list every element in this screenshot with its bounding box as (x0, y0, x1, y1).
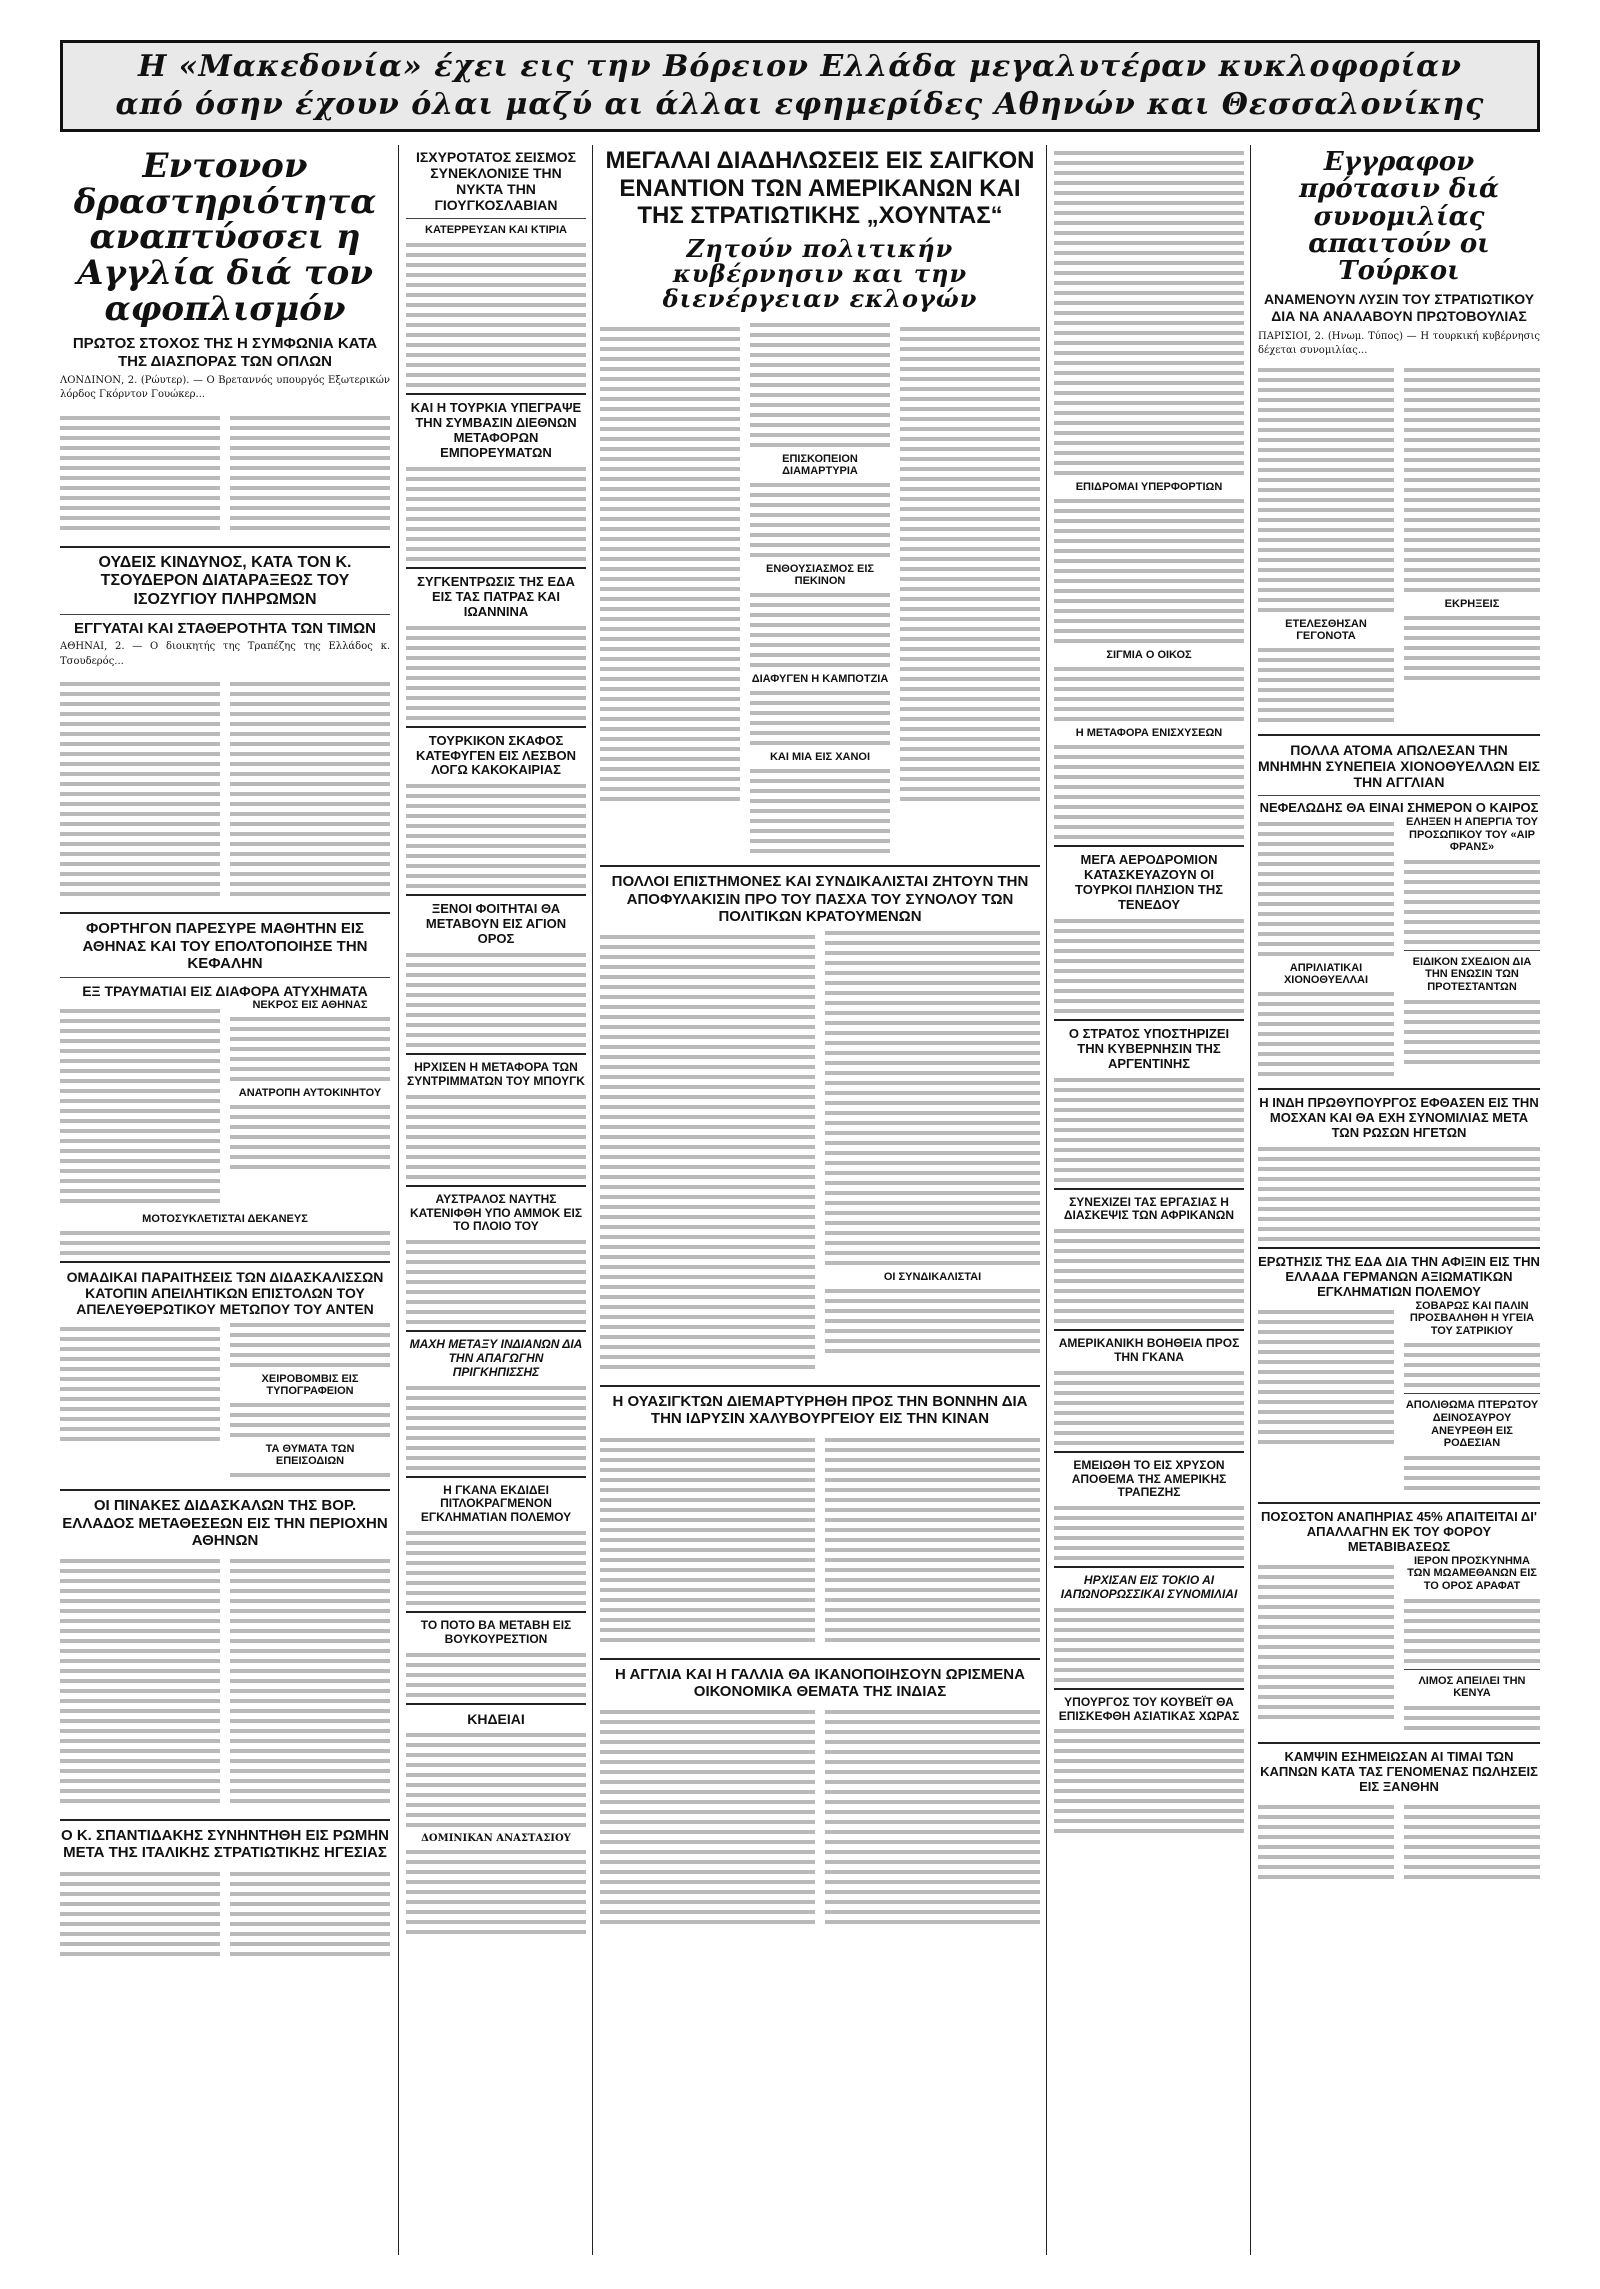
headline-ghana-extradition: Η ΓΚΑΝΑ ΕΚΔΙΔΕΙ ΠΙΤΛΟΚΡΑΓΜΕΝΟΝ ΕΓΚΛΗΜΑΤΙΑΝ ΠΟΛΕΜΟΥ (420, 1482, 572, 1525)
column-rule (398, 145, 399, 2255)
headline-kenya-famine: ΛΙΜΟΣ ΑΠΕΙΛΕΙ ΤΗΝ ΚΕΝΥΑ (1418, 1674, 1526, 1700)
lead-tsouderos: ΑΘΗΝΑΙ, 2. — Ο διοικητής της Τραπέζης της Ελλάδος κ. Τσουδερός... (60, 641, 390, 667)
headline-earthquake: ΙΣΧΥΡΟΤΑΤΟΣ ΣΕΙΣΜΟΣ ΣΥΝΕΚΛΟΝΙΣΕ ΤΗΝ ΝΥΚΤΑ ΤΗΝ ΓΙΟΥΓΚΟΣΛΑΒΙΑΝ (415, 149, 577, 214)
headline-wreckage: ΗΡΧΙΣΕΝ Η ΜΕΤΑΦΟΡΑ ΤΩΝ ΣΥΝΤΡΙΜΜΑΤΩΝ ΤΟΥ ΜΠΟΥΓΚ (407, 1060, 585, 1088)
article-body-teacher-lists (60, 1549, 390, 1813)
article-body-prisoners (600, 925, 1040, 1379)
funeral-signature: ΔΟΜΙΝΙΚΑΝ ΑΝΑΣΤΑΣΙΟΥ (421, 1832, 571, 1844)
subhead-motorcyclists: ΜΟΤΟΣΥΚΛΕΤΙΣΤΑΙ ΔΕΚΑΝΕΥΣ (142, 1213, 308, 1226)
headline-foreign-students: ΞΕΝΟΙ ΦΟΙΤΗΤΑΙ ΘΑ ΜΕΤΑΒΟΥΝ ΕΙΣ ΑΓΙΟΝ ΟΡΟΣ (425, 901, 567, 947)
headline-turkey-convention: ΚΑΙ Η ΤΟΥΡΚΙΑ ΥΠΕΓΡΑΨΕ ΤΗΝ ΣΥΜΒΑΣΙΝ ΔΙΕΘΝΩΝ ΜΕΤΑΦΟΡΩΝ ΕΜΠΟΡΕΥΜΑΤΩΝ (410, 400, 582, 460)
article-body-turks (1258, 362, 1540, 728)
headline-eda-rally: ΣΥΓΚΕΝΤΡΩΣΙΣ ΤΗΣ ΕΔΑ ΕΙΣ ΤΑΣ ΠΑΤΡΑΣ ΚΑΙ ΙΩΑΝΝΙΝΑ (417, 573, 575, 619)
subhead-grenade: ΧΕΙΡΟΒΟΜΒΙΣ ΕΙΣ ΤΥΠΟΓΡΑΦΕΙΟΝ (261, 1373, 359, 1398)
subhead-unionists: ΟΙ ΣΥΝΔΙΚΑΛΙΣΤΑΙ (883, 1271, 982, 1284)
headline-african-conference: ΣΥΝΕΧΙΖΕΙ ΤΑΣ ΕΡΓΑΣΙΑΣ Η ΔΙΑΣΚΕΨΙΣ ΤΩΝ ΑΦΡΙΚΑΝΩΝ (1063, 1194, 1235, 1223)
headline-disarmament: Εντονον δραστηριότητα αναπτύσσει η Αγγλία διά τον αφοπλισμόν (73, 146, 377, 329)
article-body-teachers (60, 1317, 390, 1483)
headline-argentina-army: Ο ΣΤΡΑΤΟΣ ΥΠΟΣΤΗΡΙΖΕΙ ΤΗΝ ΚΥΒΕΡΝΗΣΙΝ ΤΗΣ ΑΡΓΕΝΤΙΝΗΣ (1068, 1025, 1230, 1071)
article-body-tax (1258, 1555, 1540, 1736)
headline-tsouderos: ΟΥΔΕΙΣ ΚΙΝΔΥΝΟΣ, ΚΑΤΑ ΤΟΝ Κ. ΤΣΟΥΔΕΡΟΝ ΔΙΑΤΑΡΑΞΕΩΣ ΤΟΥ ΙΣΟΖΥΓΙΟΥ ΠΛΗΡΩΜΩΝ (98, 553, 352, 608)
subhead-overload: ΕΠΙΔΡΟΜΑΙ ΥΠΕΡΦΟΡΤΙΩΝ (1075, 481, 1223, 493)
subhead-house: ΣΙΓΜΙΑ Ο ΟΙΚΟΣ (1106, 649, 1192, 661)
article-body-officers (1258, 1300, 1540, 1496)
subhead-events: ΕΤΕΛΕΣΘΗΣΑΝ ΓΕΓΟΝΟΤΑ (1285, 617, 1367, 642)
column-1 (60, 145, 390, 2255)
masthead-banner (60, 40, 1540, 132)
headline-teacher-lists: ΟΙ ΠΙΝΑΚΕΣ ΔΙΔΑΣΚΑΛΩΝ ΤΗΣ ΒΟΡ. ΕΛΛΑΔΟΣ ΜΕΤΑΘΕΣΕΩΝ ΕΙΣ ΤΗΝ ΠΕΡΙΟΧΗΝ ΑΘΗΝΩΝ (62, 1497, 388, 1549)
subhead-reinforcements: Η ΜΕΤΑΦΟΡΑ ΕΝΙΣΧΥΣΕΩΝ (1075, 727, 1223, 739)
subhead-tsouderos: ΕΓΓΥΑΤΑΙ ΚΑΙ ΣΤΑΘΕΡΟΤΗΤΑ ΤΩΝ ΤΙΜΩΝ (74, 620, 376, 638)
subhead-victims: ΤΑ ΘΥΜΑΤΑ ΤΩΝ ΕΠΕΙΣΟΔΙΩΝ (265, 1443, 355, 1468)
headline-tokyo-talks: ΗΡΧΙΣΑΝ ΕΙΣ ΤΟΚΙΟ ΑΙ ΙΑΠΩΝΟΡΩΣΣΙΚΑΙ ΣΥΝΟΜΙΛΙΑΙ (1060, 1573, 1238, 1601)
headline-saigon: ΜΕΓΑΛΑΙ ΔΙΑΔΗΛΩΣΕΙΣ ΕΙΣ ΣΑΙΓΚΟΝ ΕΝΑΝΤΙΟΝ ΤΩΝ ΑΜΕΡΙΚΑΝΩΝ ΚΑΙ ΤΗΣ ΣΤΡΑΤΙΩΤΙΚΗΣ „ΧΟΥΝΤΑΣ“ (605, 147, 1035, 230)
headline-australian-sailor: ΑΥΣΤΡΑΛΟΣ ΝΑΥΤΗΣ ΚΑΤΕΝΙΦΘΗ ΥΠΟ ΑΜΜΟΚ ΕΙΣ ΤΟ ΠΛΟΙΟ ΤΟΥ (409, 1191, 583, 1234)
article-body-tsouderos (60, 672, 390, 906)
headline-bucharest: ΤΟ ΠΟΤΟ ΒΑ ΜΕΤΑΒΗ ΕΙΣ ΒΟΥΚΟΥΡΕΣΤΙΟΝ (420, 1617, 572, 1646)
headline-teacher-resignations: ΟΜΑΔΙΚΑΙ ΠΑΡΑΙΤΗΣΕΙΣ ΤΩΝ ΔΙΔΑΣΚΑΛΙΣΣΩΝ ΚΑΤΟΠΙΝ ΑΠΕΙΛΗΤΙΚΩΝ ΕΠΙΣΤΟΛΩΝ ΤΟΥ ΑΠΕΛΕΥΘΕΡΩΤΙΚΟΥ ΜΕΤΩΠΟΥ ΤΟΥ ΑΝΤΕΝ (66, 1269, 384, 1318)
headline-bonn-steel: Η ΟΥΑΣΙΓΚΤΩΝ ΔΙΕΜΑΡΤΥΡΗΘΗ ΠΡΟΣ ΤΗΝ ΒΟΝΝΗΝ ΔΙΑ ΤΗΝ ΙΔΡΥΣΙΝ ΧΑΛΥΒΟΥΡΓΕΙΟΥ ΕΙΣ ΤΗΝ ΚΙΝΑΝ (612, 1393, 1028, 1428)
columns (60, 145, 1540, 2255)
headline-protestants: ΕΙΔΙΚΟΝ ΣΧΕΔΙΟΝ ΔΙΑ ΤΗΝ ΕΝΩΣΙΝ ΤΩΝ ΠΡΟΤΕΣΤΑΝΤΩΝ (1412, 955, 1532, 994)
headline-spantidakis: Ο Κ. ΣΠΑΝΤΙΔΑΚΗΣ ΣΥΝΗΝΤΗΘΗ ΕΙΣ ΡΩΜΗΝ ΜΕΤΑ ΤΗΣ ΙΤΑΛΙΚΗΣ ΣΤΡΑΤΙΩΤΙΚΗΣ ΗΓΕΣΙΑΣ (61, 1827, 389, 1862)
article-body-weather (1258, 816, 1540, 1082)
subhead-peking: ΕΝΘΟΥΣΙΑΣΜΟΣ ΕΙΣ ΠΕΚΙΝΟΝ (766, 563, 874, 588)
subhead-hanoi: ΚΑΙ ΜΙΑ ΕΙΣ ΧΑΝΟΙ (769, 751, 871, 764)
headline-airfield-tenedos: ΜΕΓΑ ΑΕΡΟΔΡΟΜΙΟΝ ΚΑΤΑΣΚΕΥΑΖΟΥΝ ΟΙ ΤΟΥΡΚΟΙ ΠΛΗΣΙΟΝ ΤΗΣ ΤΕΝΕΔΟΥ (1074, 852, 1224, 912)
subhead-bishop-protest: ΕΠΙΣΚΟΠΕΙΟΝ ΔΙΑΜΑΡΤΥΡΙΑ (782, 453, 858, 478)
article-body-bonn (600, 1428, 1040, 1652)
article-body-tobacco (1258, 1795, 1540, 1889)
column-rule (592, 145, 593, 2255)
headline-tobacco-prices: ΚΑΜΨΙΝ ΕΣΗΜΕΙΩΣΑΝ ΑΙ ΤΙΜΑΙ ΤΩΝ ΚΑΠΝΩΝ ΚΑΤΑ ΤΑΣ ΓΕΝΟΜΕΝΑΣ ΠΩΛΗΣΕΙΣ ΕΙΣ ΞΑΝΘΗΝ (1260, 1749, 1538, 1794)
column-5 (1258, 145, 1540, 2255)
article-body-spantidakis (60, 1862, 390, 1966)
headline-political-prisoners: ΠΟΛΛΟΙ ΕΠΙΣΤΗΜΟΝΕΣ ΚΑΙ ΣΥΝΔΙΚΑΛΙΣΤΑΙ ΖΗΤΟΥΝ ΤΗΝ ΑΠΟΦΥΛΑΚΙΣΙΝ ΠΡΟ ΤΟΥ ΠΑΣΧΑ ΤΟΥ ΣΥΝΟΛΟΥ ΤΩΝ ΠΟΛΙΤΙΚΩΝ ΚΡΑΤΟΥΜΕΝΩΝ (611, 873, 1029, 925)
subhead-accidents: ΕΞ ΤΡΑΥΜΑΤΙΑΙ ΕΙΣ ΔΙΑΦΟΡΑ ΑΤΥΧΗΜΑΤΑ (82, 983, 368, 1000)
headline-disability-tax: ΠΟΣΟΣΤΟΝ ΑΝΑΠΗΡΙΑΣ 45% ΑΠΑΙΤΕΙΤΑΙ ΔΙ' ΑΠΑΛΛΑΓΗΝ ΕΚ ΤΟΥ ΦΟΡΟΥ ΜΕΤΑΒΙΒΑΣΕΩΣ (1261, 1509, 1537, 1554)
lead-disarmament: ΛΟΝΔΙΝΟΝ, 2. (Ρώυτερ). — Ο Βρεταννός υπουργός Εξωτερικών λόρδος Γκόρντον Γουώκερ... (60, 374, 390, 401)
subhead-cambodia: ΔΙΑΦΥΓΕΝ Η ΚΑΜΠΟΤΖΙΑ (751, 673, 889, 686)
article-body-india (600, 1700, 1040, 1934)
headline-snowstorm-memory: ΠΟΛΛΑ ΑΤΟΜΑ ΑΠΩΛΕΣΑΝ ΤΗΝ ΜΝΗΜΗΝ ΣΥΝΕΠΕΙΑ ΧΙΟΝΟΘΥΕΛΛΩΝ ΕΙΣ ΤΗΝ ΑΓΓΛΙΑΝ (1258, 741, 1540, 790)
column-2 (406, 145, 586, 2255)
column-3 (600, 145, 1040, 2255)
subhead-april-storms: ΑΠΡΙΛΙΑΤΙΚΑΙ ΧΙΟΝΟΘΥΕΛΛΑΙ (1283, 961, 1369, 986)
subhead-earthquake: ΚΑΤΕΡΡΕΥΣΑΝ ΚΑΙ ΚΤΙΡΙΑ (425, 224, 567, 237)
headline-dinosaur-fossil: ΑΠΟΛΙΘΩΜΑ ΠΤΕΡΩΤΟΥ ΔΕΙΝΟΣΑΥΡΟΥ ΑΝΕΥΡΕΘΗ ΕΙΣ ΡΟΔΕΣΙΑΝ (1405, 1399, 1539, 1450)
headline-air-france-strike: ΕΛΗΞΕΝ Η ΑΠΕΡΓΙΑ ΤΟΥ ΠΡΟΣΩΠΙΚΟΥ ΤΟΥ «ΑΙΡ ΦΡΑΝΣ» (1406, 815, 1538, 854)
article-body-disarmament (60, 406, 390, 540)
headline-kuwait-minister: ΥΠΟΥΡΓΟΣ ΤΟΥ ΚΟΥΒΕΪΤ ΘΑ ΕΠΙΣΚΕΦΘΗ ΑΣΙΑΤΙΚΑΣ ΧΩΡΑΣ (1058, 1694, 1240, 1723)
subhead-weather: ΝΕΦΕΛΩΔΗΣ ΘΑ ΕΙΝΑΙ ΣΗΜΕΡΟΝ Ο ΚΑΙΡΟΣ (1259, 799, 1539, 815)
column-rule (1250, 145, 1251, 2255)
column-rule (1046, 145, 1047, 2255)
headline-gold-reserve: ΕΜΕΙΩΘΗ ΤΟ ΕΙΣ ΧΡΥΣΟΝ ΑΠΟΘΕΜΑ ΤΗΣ ΑΜΕΡΙΚΗΣ ΤΡΑΠΕΖΗΣ (1071, 1457, 1227, 1500)
headline-indian-pm-moscow: Η ΙΝΔΗ ΠΡΩΘΥΠΟΥΡΓΟΣ ΕΦΘΑΣΕΝ ΕΙΣ ΤΗΝ ΜΟΣΧΑΝ ΚΑΙ ΘΑ ΕΧΗ ΣΥΝΟΜΙΛΙΑΣ ΜΕΤΑ ΤΩΝ ΡΩΣΩΝ ΗΓΕΤΩΝ (1259, 1094, 1539, 1140)
subhead-car-overturn: ΑΝΑΤΡΟΠΗ ΑΥΤΟΚΙΝΗΤΟΥ (238, 1087, 382, 1100)
subhead-saigon: Ζητούν πολιτικήν κυβέρνησιν και την διενέργειαν εκλογών (662, 233, 978, 314)
headline-turks-talks: Εγγραφον πρότασιν διά συνομιλίας απαιτούν οι Τούρκοι (1299, 147, 1499, 287)
subhead-dead-athens: ΝΕΚΡΟΣ ΕΙΣ ΑΘΗΝΑΣ (252, 999, 368, 1012)
headline-arafat-pilgrimage: ΙΕΡΟΝ ΠΡΟΣΚΥΝΗΜΑ ΤΩΝ ΜΩΑΜΕΘΑΝΩΝ ΕΙΣ ΤΟ ΟΡΟΣ ΑΡΑΦΑΤ (1407, 1554, 1537, 1593)
article-body-accidents (60, 999, 390, 1213)
banner-line-2: από όσην έχουν όλαι μαζύ αι άλλαι εφημερίδες Αθηνών και Θεσσαλονίκης (115, 87, 1485, 122)
lead-turks-talks: ΠΑΡΙΣΙΟΙ, 2. (Ηνωμ. Τύπος) — Η τουρκική κυβέρνησις δέχεται συνομιλίας... (1258, 330, 1540, 357)
headline-turkish-vessel: ΤΟΥΡΚΙΚΟΝ ΣΚΑΦΟΣ ΚΑΤΕΦΥΓΕΝ ΕΙΣ ΛΕΣΒΟΝ ΛΟΓΩ ΚΑΚΟΚΑΙΡΙΑΣ (415, 732, 577, 778)
headline-german-officers: ΕΡΩΤΗΣΙΣ ΤΗΣ ΕΔΑ ΔΙΑ ΤΗΝ ΑΦΙΞΙΝ ΕΙΣ ΤΗΝ ΕΛΛΑΔΑ ΓΕΡΜΑΝΩΝ ΑΞΙΩΜΑΤΙΚΩΝ ΕΓΚΛΗΜΑΤΙΩΝ ΠΟΛΕΜΟΥ (1258, 1253, 1540, 1299)
headline-truck-accident: ΦΟΡΤΗΓΟΝ ΠΑΡΕΣΥΡΕ ΜΑΘΗΤΗΝ ΕΙΣ ΑΘΗΝΑΣ ΚΑΙ ΤΟΥ ΕΠΟΛΤΟΠΟΙΗΣΕ ΤΗΝ ΚΕΦΑΛΗΝ (82, 920, 368, 972)
subhead-disarmament: ΠΡΩΤΟΣ ΣΤΟΧΟΣ ΤΗΣ Η ΣΥΜΦΩΝΙΑ ΚΑΤΑ ΤΗΣ ΔΙΑΣΠΟΡΑΣ ΤΩΝ ΟΠΛΩΝ (72, 335, 378, 370)
subhead-turks-talks: ΑΝΑΜΕΝΟΥΝ ΛΥΣΙΝ ΤΟΥ ΣΤΡΑΤΙΩΤΙΚΟΥ ΔΙΑ ΝΑ ΑΝΑΛΑΒΟΥΝ ΠΡΩΤΟΒΟΥΛΙΑΣ (1263, 291, 1535, 324)
column-4 (1054, 145, 1244, 2255)
headline-india-economy: Η ΑΓΓΛΙΑ ΚΑΙ Η ΓΑΛΛΙΑ ΘΑ ΙΚΑΝΟΠΟΙΗΣΟΥΝ ΩΡΙΣΜΕΝΑ ΟΙΚΟΝΟΜΙΚΑ ΘΕΜΑΤΑ ΤΗΣ ΙΝΔΙΑΣ (615, 1665, 1025, 1700)
article-body-saigon (600, 317, 1040, 859)
headline-patriarch-health: ΣΟΒΑΡΩΣ ΚΑΙ ΠΑΛΙΝ ΠΡΟΣΒΑΛΗΘΗ Η ΥΓΕΙΑ ΤΟΥ ΣΑΤΡΙΚΙΟΥ (1409, 1299, 1535, 1337)
headline-indian-battle: ΜΑΧΗ ΜΕΤΑΞΥ ΙΝΔΙΑΝΩΝ ΔΙΑ ΤΗΝ ΑΠΑΓΩΓΗΝ ΠΡΙΓΚΗΠΙΣΣΗΣ (409, 1337, 583, 1379)
banner-line-1: Η «Μακεδονία» έχει εις την Βόρειον Ελλάδα μεγαλυτέραν κυκλοφορίαν (138, 49, 1462, 84)
headline-ghana-aid: ΑΜΕΡΙΚΑΝΙΚΗ ΒΟΗΘΕΙΑ ΠΡΟΣ ΤΗΝ ΓΚΑΝΑ (1058, 1336, 1240, 1364)
subhead-explosions: ΕΚΡΗΞΕΙΣ (1444, 597, 1500, 610)
headline-funerals: ΚΗΔΕΙΑΙ (467, 1710, 525, 1727)
